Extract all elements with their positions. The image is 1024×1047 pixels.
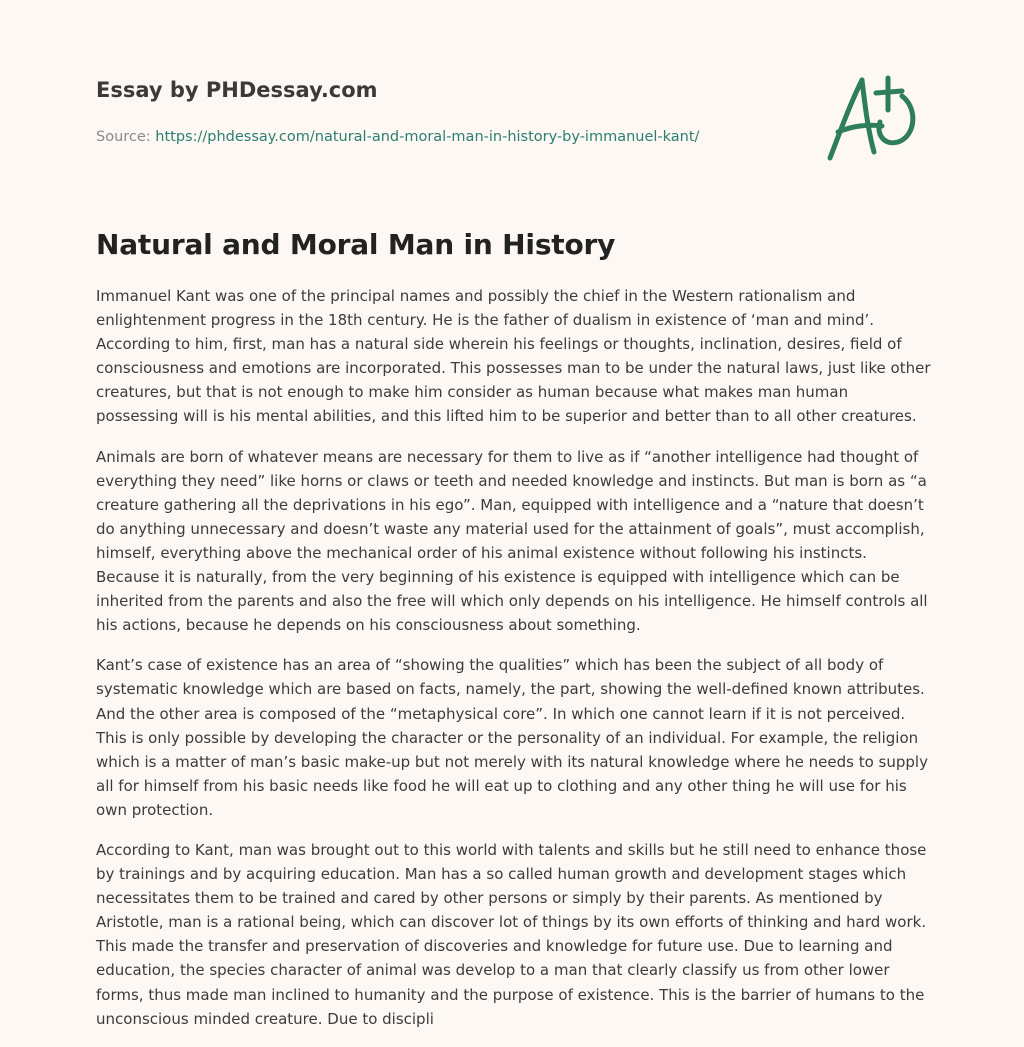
source-link[interactable]: https://phdessay.com/natural-and-moral-man-in-history-by-immanuel-kant/ [155, 129, 700, 145]
article-paragraph: According to Kant, man was brought out to this world with talents and skills but he still need to enhance those by trainings and by acquiring education. Man has a so called human growth and development stages which necessitates them to be trained and cared by other persons or simply by their parents. As mentioned by Aristotle, man is a rational being, which can discover lot of things by its own efforts of thinking and hard work. This made the transfer and preservation of discoveries and knowledge for future use. Due to learning and education, the species character of animal was develop to a man that clearly classify us from other lower forms, thus made man inclined to humanity and the purpose of existence. This is the barrier of humans to the unconscious minded creature. Due to discipli [96, 840, 927, 1028]
article-title: Natural and Moral Man in History [96, 228, 616, 261]
article-paragraph: Animals are born of whatever means are necessary for them to live as if “another intelligence had thought of everything they need” like horns or claws or teeth and needed knowledge and instincts. But man is born as “a creature gathering all the deprivations in his ego”. Man, equipped with intelligence and a “nature that doesn’t do anything unnecessary and doesn’t waste any material used for the attainment of goals”, must accomplish, himself, everything above the mechanical order of his animal existence without following his instincts. Because it is naturally, from the very beginning of his existence is equipped with intelligence which can be inherited from the parents and also the free will which only depends on his intelligence. He himself controls all his actions, because he depends on his consciousness about something. [96, 447, 928, 635]
source-label: Source: [96, 129, 156, 145]
site-header [96, 76, 796, 147]
article-paragraph: Kant’s case of existence has an area of “showing the qualities” which has been the subject of all body of systematic knowledge which are based on facts, namely, the part, showing the well-defined known attributes. And the other area is composed of the “metaphysical core”. In which one cannot learn if it is not perceived. This is only possible by developing the character or the personality of an individual. For example, the religion which is a matter of man’s basic make-up but not merely with its natural knowledge where he needs to supply all for himself from his basic needs like food he will eat up to clothing and any other thing he will use for his own protection. [96, 656, 928, 819]
article-paragraph: Immanuel Kant was one of the principal names and possibly the chief in the Western rationalism and enlightenment progress in the 18th century. He is the father of dualism in existence of ‘man and mind’. According to him, first, man has a natural side wherein his feelings or thoughts, inclination, desires, field of consciousness and emotions are incorporated. This possesses man to be under the natural laws, just like other creatures, but that is not enough to make him consider as human because what makes man human possessing will is his mental abilities, and this lifted him to be superior and better than to all other creatures. [96, 287, 931, 426]
article-body [96, 284, 932, 1047]
source-line [96, 127, 796, 147]
a-plus-grade-icon [818, 66, 930, 166]
site-brand: Essay by PHDessay.com [96, 78, 378, 102]
